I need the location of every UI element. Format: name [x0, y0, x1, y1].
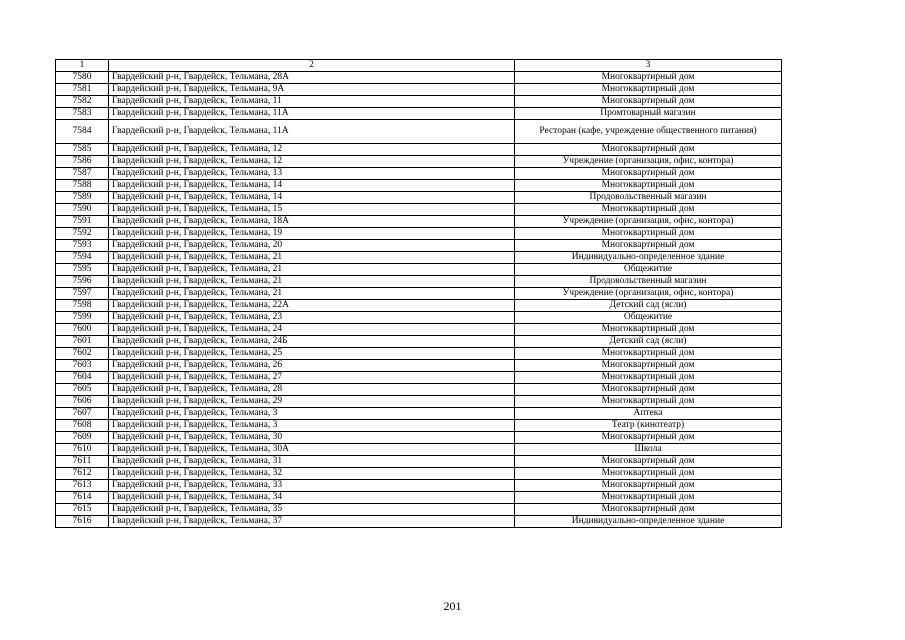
table-row [56, 312, 782, 324]
row-address: Гвардейский р-н, Гвардейск, Тельмана, 21 [109, 264, 515, 276]
table-row [56, 72, 782, 84]
table-row [56, 264, 782, 276]
row-address: Гвардейский р-н, Гвардейск, Тельмана, 32 [109, 468, 515, 480]
row-object-type: Многоквартирный дом [515, 432, 782, 444]
row-number: 7596 [56, 276, 109, 288]
row-object-type: Многоквартирный дом [515, 492, 782, 504]
row-number: 7602 [56, 348, 109, 360]
row-number: 7605 [56, 384, 109, 396]
row-address: Гвардейский р-н, Гвардейск, Тельмана, 30 [109, 432, 515, 444]
row-number: 7597 [56, 288, 109, 300]
table-row [56, 252, 782, 264]
row-object-type: Индивидуально-определенное здание [515, 516, 782, 528]
row-number: 7585 [56, 144, 109, 156]
row-address: Гвардейский р-н, Гвардейск, Тельмана, 33 [109, 480, 515, 492]
row-object-type: Многоквартирный дом [515, 228, 782, 240]
row-object-type: Общежитие [515, 264, 782, 276]
row-number: 7599 [56, 312, 109, 324]
header-col-3: 3 [515, 60, 782, 72]
table-row [56, 324, 782, 336]
row-number: 7610 [56, 444, 109, 456]
row-address: Гвардейский р-н, Гвардейск, Тельмана, 21 [109, 276, 515, 288]
row-address: Гвардейский р-н, Гвардейск, Тельмана, 28 [109, 384, 515, 396]
table-row [56, 420, 782, 432]
table-row [56, 204, 782, 216]
row-address: Гвардейский р-н, Гвардейск, Тельмана, 18А [109, 216, 515, 228]
row-object-type: Многоквартирный дом [515, 144, 782, 156]
table-row [56, 168, 782, 180]
row-number: 7615 [56, 504, 109, 516]
row-address: Гвардейский р-н, Гвардейск, Тельмана, 12 [109, 144, 515, 156]
row-address: Гвардейский р-н, Гвардейск, Тельмана, 22А [109, 300, 515, 312]
table-row [56, 192, 782, 204]
row-address: Гвардейский р-н, Гвардейск, Тельмана, 35 [109, 504, 515, 516]
row-object-type: Многоквартирный дом [515, 72, 782, 84]
table-row [56, 504, 782, 516]
row-address: Гвардейский р-н, Гвардейск, Тельмана, 11А [109, 108, 515, 120]
table-row [56, 372, 782, 384]
table-row [56, 300, 782, 312]
table-row [56, 120, 782, 144]
table-row [56, 444, 782, 456]
row-number: 7586 [56, 156, 109, 168]
table-row [56, 396, 782, 408]
row-object-type: Многоквартирный дом [515, 204, 782, 216]
table-row [56, 240, 782, 252]
row-address: Гвардейский р-н, Гвардейск, Тельмана, 9А [109, 84, 515, 96]
row-address: Гвардейский р-н, Гвардейск, Тельмана, 11А [109, 120, 515, 144]
row-object-type: Многоквартирный дом [515, 504, 782, 516]
row-number: 7601 [56, 336, 109, 348]
table-row [56, 156, 782, 168]
table-row [56, 516, 782, 528]
row-object-type: Многоквартирный дом [515, 396, 782, 408]
address-table [55, 59, 782, 528]
table-row [56, 384, 782, 396]
row-address: Гвардейский р-н, Гвардейск, Тельмана, 21 [109, 288, 515, 300]
row-number: 7613 [56, 480, 109, 492]
row-address: Гвардейский р-н, Гвардейск, Тельмана, 21 [109, 252, 515, 264]
row-number: 7588 [56, 180, 109, 192]
row-number: 7592 [56, 228, 109, 240]
header-col-2: 2 [109, 60, 515, 72]
table-row [56, 216, 782, 228]
row-object-type: Многоквартирный дом [515, 456, 782, 468]
table-row [56, 360, 782, 372]
row-object-type: Многоквартирный дом [515, 384, 782, 396]
row-number: 7616 [56, 516, 109, 528]
row-address: Гвардейский р-н, Гвардейск, Тельмана, 14 [109, 180, 515, 192]
row-object-type: Многоквартирный дом [515, 372, 782, 384]
row-number: 7600 [56, 324, 109, 336]
table-row [56, 288, 782, 300]
table-body [56, 72, 782, 528]
row-address: Гвардейский р-н, Гвардейск, Тельмана, 13 [109, 168, 515, 180]
row-address: Гвардейский р-н, Гвардейск, Тельмана, 26 [109, 360, 515, 372]
row-number: 7603 [56, 360, 109, 372]
table-row [56, 480, 782, 492]
row-object-type: Школа [515, 444, 782, 456]
row-number: 7608 [56, 420, 109, 432]
row-number: 7587 [56, 168, 109, 180]
row-number: 7611 [56, 456, 109, 468]
row-object-type: Детский сад (ясли) [515, 300, 782, 312]
table-row [56, 276, 782, 288]
table-row [56, 492, 782, 504]
row-number: 7580 [56, 72, 109, 84]
row-object-type: Аптека [515, 408, 782, 420]
row-number: 7584 [56, 120, 109, 144]
row-object-type: Продовольственный магазин [515, 192, 782, 204]
row-number: 7594 [56, 252, 109, 264]
table-row [56, 108, 782, 120]
table-row [56, 456, 782, 468]
row-address: Гвардейский р-н, Гвардейск, Тельмана, 23 [109, 312, 515, 324]
row-address: Гвардейский р-н, Гвардейск, Тельмана, 34 [109, 492, 515, 504]
row-number: 7607 [56, 408, 109, 420]
row-number: 7582 [56, 96, 109, 108]
row-object-type: Многоквартирный дом [515, 180, 782, 192]
row-address: Гвардейский р-н, Гвардейск, Тельмана, 3 [109, 408, 515, 420]
row-object-type: Ресторан (кафе, учреждение общественного питания) [515, 120, 782, 144]
row-address: Гвардейский р-н, Гвардейск, Тельмана, 19 [109, 228, 515, 240]
row-address: Гвардейский р-н, Гвардейск, Тельмана, 24Б [109, 336, 515, 348]
row-object-type: Продовольственный магазин [515, 276, 782, 288]
row-object-type: Индивидуально-определенное здание [515, 252, 782, 264]
table-row [56, 180, 782, 192]
row-address: Гвардейский р-н, Гвардейск, Тельмана, 15 [109, 204, 515, 216]
row-object-type: Многоквартирный дом [515, 240, 782, 252]
row-number: 7595 [56, 264, 109, 276]
row-address: Гвардейский р-н, Гвардейск, Тельмана, 31 [109, 456, 515, 468]
row-address: Гвардейский р-н, Гвардейск, Тельмана, 28А [109, 72, 515, 84]
row-object-type: Многоквартирный дом [515, 168, 782, 180]
row-address: Гвардейский р-н, Гвардейск, Тельмана, 20 [109, 240, 515, 252]
table-row [56, 468, 782, 480]
row-address: Гвардейский р-н, Гвардейск, Тельмана, 25 [109, 348, 515, 360]
row-object-type: Многоквартирный дом [515, 480, 782, 492]
row-object-type: Учреждение (организация, офис, контора) [515, 156, 782, 168]
row-number: 7604 [56, 372, 109, 384]
table-row [56, 408, 782, 420]
row-number: 7581 [56, 84, 109, 96]
table-row [56, 432, 782, 444]
row-address: Гвардейский р-н, Гвардейск, Тельмана, 29 [109, 396, 515, 408]
row-address: Гвардейский р-н, Гвардейск, Тельмана, 12 [109, 156, 515, 168]
row-address: Гвардейский р-н, Гвардейск, Тельмана, 37 [109, 516, 515, 528]
row-number: 7612 [56, 468, 109, 480]
table-row [56, 96, 782, 108]
row-number: 7593 [56, 240, 109, 252]
row-number: 7591 [56, 216, 109, 228]
row-object-type: Многоквартирный дом [515, 468, 782, 480]
row-object-type: Многоквартирный дом [515, 324, 782, 336]
row-object-type: Многоквартирный дом [515, 360, 782, 372]
row-object-type: Учреждение (организация, офис, контора) [515, 216, 782, 228]
row-object-type: Театр (кинотеатр) [515, 420, 782, 432]
row-address: Гвардейский р-н, Гвардейск, Тельмана, 24 [109, 324, 515, 336]
row-number: 7589 [56, 192, 109, 204]
table-row [56, 144, 782, 156]
row-object-type: Детский сад (ясли) [515, 336, 782, 348]
row-object-type: Промтоварный магазин [515, 108, 782, 120]
row-address: Гвардейский р-н, Гвардейск, Тельмана, 27 [109, 372, 515, 384]
row-address: Гвардейский р-н, Гвардейск, Тельмана, 30А [109, 444, 515, 456]
row-object-type: Многоквартирный дом [515, 96, 782, 108]
table-row [56, 336, 782, 348]
row-number: 7598 [56, 300, 109, 312]
row-number: 7583 [56, 108, 109, 120]
row-object-type: Многоквартирный дом [515, 348, 782, 360]
row-object-type: Многоквартирный дом [515, 84, 782, 96]
row-address: Гвардейский р-н, Гвардейск, Тельмана, 14 [109, 192, 515, 204]
table-row [56, 228, 782, 240]
table-header-row [56, 60, 782, 72]
row-number: 7590 [56, 204, 109, 216]
table-row [56, 348, 782, 360]
table-row [56, 84, 782, 96]
row-address: Гвардейский р-н, Гвардейск, Тельмана, 11 [109, 96, 515, 108]
header-col-1: 1 [56, 60, 109, 72]
page-number: 201 [443, 599, 462, 613]
row-object-type: Общежитие [515, 312, 782, 324]
row-address: Гвардейский р-н, Гвардейск, Тельмана, 3 [109, 420, 515, 432]
row-number: 7614 [56, 492, 109, 504]
row-number: 7606 [56, 396, 109, 408]
row-number: 7609 [56, 432, 109, 444]
row-object-type: Учреждение (организация, офис, контора) [515, 288, 782, 300]
